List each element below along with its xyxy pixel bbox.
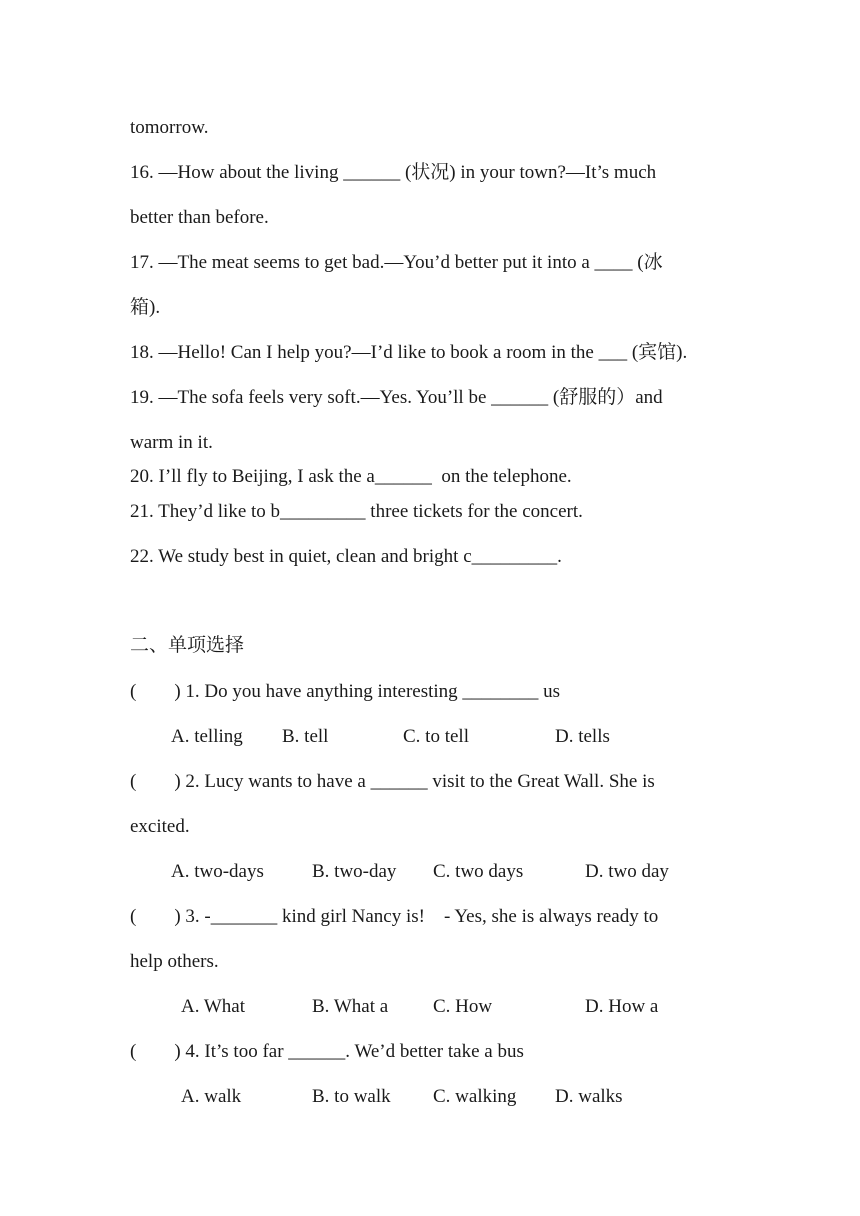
question-18: 18. —Hello! Can I help you?—I’d like to book a room in the ___ (宾馆).	[130, 342, 688, 363]
choice-question-2: ( ) 2. Lucy wants to have a ______ visit to the Great Wall. She is	[130, 771, 655, 792]
option-b: B. What a	[312, 996, 389, 1017]
option-d: D. How a	[585, 996, 659, 1017]
option-c: C. How	[433, 996, 493, 1017]
text-line: tomorrow.	[130, 117, 209, 138]
question-19: 19. —The sofa feels very soft.—Yes. You’ll be ______ (舒服的）and	[130, 387, 663, 408]
section-heading: 二、单项选择	[130, 635, 245, 656]
option-c: C. to tell	[403, 726, 469, 747]
option-d: D. walks	[555, 1086, 623, 1107]
question-17: 17. —The meat seems to get bad.—You’d better put it into a ____ (冰	[130, 252, 663, 273]
option-a: A. telling	[171, 726, 243, 747]
option-b: B. to walk	[312, 1086, 391, 1107]
question-22: 22. We study best in quiet, clean and bright c_________.	[130, 546, 562, 567]
text-line: help others.	[130, 951, 219, 972]
option-c: C. two days	[433, 861, 524, 882]
question-21: 21. They’d like to b_________ three tickets for the concert.	[130, 501, 583, 522]
option-a: A. two-days	[171, 861, 264, 882]
question-20: 20. I’ll fly to Beijing, I ask the a______ on the telephone.	[130, 466, 572, 487]
text-line: 箱).	[130, 297, 161, 318]
option-d: D. two day	[585, 861, 669, 882]
text-line: excited.	[130, 816, 190, 837]
option-a: A. What	[181, 996, 246, 1017]
text-line: better than before.	[130, 207, 269, 228]
option-b: B. tell	[282, 726, 329, 747]
text-line: warm in it.	[130, 432, 213, 453]
choice-question-1: ( ) 1. Do you have anything interesting ________ us	[130, 681, 561, 702]
option-c: C. walking	[433, 1086, 517, 1107]
question-16: 16. —How about the living ______ (状况) in your town?—It’s much	[130, 162, 657, 183]
option-a: A. walk	[181, 1086, 242, 1107]
choice-question-3: ( ) 3. -_______ kind girl Nancy is! - Yes, she is always ready to	[130, 906, 659, 927]
choice-question-4: ( ) 4. It’s too far ______. We’d better take a bus	[130, 1041, 524, 1062]
option-d: D. tells	[555, 726, 610, 747]
option-b: B. two-day	[312, 861, 397, 882]
